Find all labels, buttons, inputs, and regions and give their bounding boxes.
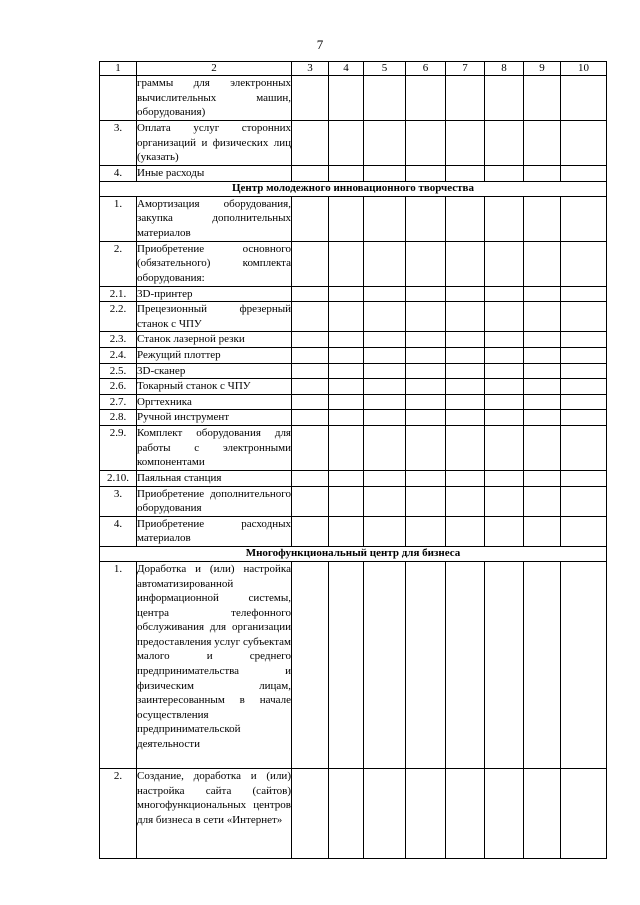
value-cell: [446, 768, 485, 858]
value-cell: [292, 286, 329, 302]
value-cell: [485, 516, 524, 546]
value-cell: [329, 768, 364, 858]
value-cell: [329, 363, 364, 379]
table-row: [100, 241, 607, 286]
table-row: [100, 470, 607, 486]
row-number: 2.3.: [100, 332, 137, 348]
value-cell: [292, 425, 329, 470]
value-cell: [406, 410, 446, 426]
section-title: Центр молодежного инновационного творчества: [100, 181, 607, 196]
value-cell: [329, 561, 364, 768]
section-row: [100, 546, 607, 561]
value-cell: [406, 363, 446, 379]
value-cell: [524, 486, 561, 516]
table-row: [100, 425, 607, 470]
value-cell: [561, 394, 607, 410]
table-row: [100, 121, 607, 166]
header-cell: 9: [524, 62, 561, 76]
row-number: 3.: [100, 486, 137, 516]
row-number: 2.8.: [100, 410, 137, 426]
value-cell: [446, 302, 485, 332]
row-number: 2.2.: [100, 302, 137, 332]
value-cell: [364, 166, 406, 182]
row-description: граммы для электронных вычислительных машин, оборудования): [137, 76, 292, 121]
value-cell: [446, 425, 485, 470]
row-number: [100, 76, 137, 121]
value-cell: [329, 286, 364, 302]
value-cell: [524, 347, 561, 363]
row-description: Иные расходы: [137, 166, 292, 182]
value-cell: [292, 363, 329, 379]
value-cell: [561, 470, 607, 486]
value-cell: [524, 394, 561, 410]
value-cell: [329, 516, 364, 546]
value-cell: [561, 196, 607, 241]
value-cell: [524, 425, 561, 470]
row-description: Приобретение дополнительного оборудования: [137, 486, 292, 516]
table-row: [100, 363, 607, 379]
row-number: 1.: [100, 561, 137, 768]
value-cell: [406, 470, 446, 486]
table-row: [100, 486, 607, 516]
value-cell: [364, 76, 406, 121]
row-description: Приобретение расходных материалов: [137, 516, 292, 546]
value-cell: [364, 470, 406, 486]
value-cell: [485, 363, 524, 379]
value-cell: [406, 241, 446, 286]
row-description: Токарный станок с ЧПУ: [137, 379, 292, 395]
value-cell: [364, 363, 406, 379]
value-cell: [524, 241, 561, 286]
value-cell: [364, 410, 406, 426]
value-cell: [406, 379, 446, 395]
header-cell: 4: [329, 62, 364, 76]
row-description: Режущий плоттер: [137, 347, 292, 363]
value-cell: [485, 486, 524, 516]
table-row: [100, 347, 607, 363]
value-cell: [329, 347, 364, 363]
table-row: [100, 302, 607, 332]
value-cell: [561, 166, 607, 182]
value-cell: [406, 332, 446, 348]
value-cell: [561, 410, 607, 426]
row-number: 2.: [100, 768, 137, 858]
value-cell: [485, 196, 524, 241]
value-cell: [292, 166, 329, 182]
value-cell: [364, 347, 406, 363]
value-cell: [485, 76, 524, 121]
value-cell: [329, 394, 364, 410]
header-cell: 6: [406, 62, 446, 76]
value-cell: [364, 121, 406, 166]
value-cell: [446, 379, 485, 395]
value-cell: [329, 166, 364, 182]
table-row: [100, 332, 607, 348]
value-cell: [524, 121, 561, 166]
value-cell: [292, 516, 329, 546]
value-cell: [364, 768, 406, 858]
value-cell: [364, 332, 406, 348]
value-cell: [485, 121, 524, 166]
table-row: [100, 196, 607, 241]
value-cell: [561, 516, 607, 546]
value-cell: [524, 561, 561, 768]
value-cell: [364, 561, 406, 768]
table-row: [100, 768, 607, 858]
value-cell: [485, 561, 524, 768]
value-cell: [524, 516, 561, 546]
value-cell: [364, 241, 406, 286]
table-row: [100, 286, 607, 302]
value-cell: [406, 302, 446, 332]
value-cell: [561, 363, 607, 379]
value-cell: [446, 516, 485, 546]
row-number: 3.: [100, 121, 137, 166]
value-cell: [292, 196, 329, 241]
table-row: [100, 394, 607, 410]
row-description: Приобретение основного (обязательного) комплекта оборудования:: [137, 241, 292, 286]
value-cell: [446, 394, 485, 410]
header-cell: 1: [100, 62, 137, 76]
value-cell: [329, 241, 364, 286]
value-cell: [364, 425, 406, 470]
row-number: 1.: [100, 196, 137, 241]
value-cell: [485, 410, 524, 426]
value-cell: [292, 379, 329, 395]
value-cell: [561, 121, 607, 166]
value-cell: [329, 302, 364, 332]
value-cell: [561, 768, 607, 858]
value-cell: [446, 241, 485, 286]
value-cell: [406, 768, 446, 858]
value-cell: [446, 286, 485, 302]
value-cell: [292, 486, 329, 516]
value-cell: [406, 425, 446, 470]
value-cell: [524, 410, 561, 426]
value-cell: [364, 394, 406, 410]
row-description: Доработка и (или) настройка автоматизированной информационной системы, центра телефонного обслуживания для организации предоставления услуг субъектам малого и среднего предпринимательства и физическим лицам, заинтересованным в начале осуществления предпринимательской деятельности: [137, 561, 292, 768]
value-cell: [329, 410, 364, 426]
value-cell: [292, 470, 329, 486]
row-number: 2.10.: [100, 470, 137, 486]
row-number: 2.5.: [100, 363, 137, 379]
header-cell: 10: [561, 62, 607, 76]
value-cell: [485, 347, 524, 363]
value-cell: [329, 425, 364, 470]
value-cell: [406, 516, 446, 546]
value-cell: [561, 286, 607, 302]
value-cell: [485, 379, 524, 395]
value-cell: [485, 470, 524, 486]
value-cell: [292, 347, 329, 363]
row-description: Амортизация оборудования, закупка дополнительных материалов: [137, 196, 292, 241]
value-cell: [485, 166, 524, 182]
header-cell: 2: [137, 62, 292, 76]
value-cell: [485, 768, 524, 858]
value-cell: [406, 394, 446, 410]
row-description: Ручной инструмент: [137, 410, 292, 426]
value-cell: [561, 76, 607, 121]
value-cell: [406, 196, 446, 241]
value-cell: [406, 486, 446, 516]
row-number: 2.9.: [100, 425, 137, 470]
value-cell: [485, 302, 524, 332]
value-cell: [524, 332, 561, 348]
value-cell: [364, 379, 406, 395]
page-number: 7: [316, 37, 324, 52]
table-row: [100, 379, 607, 395]
row-description: Комплект оборудования для работы с электронными компонентами: [137, 425, 292, 470]
value-cell: [292, 302, 329, 332]
value-cell: [329, 332, 364, 348]
value-cell: [446, 486, 485, 516]
value-cell: [292, 121, 329, 166]
value-cell: [329, 76, 364, 121]
value-cell: [364, 196, 406, 241]
value-cell: [561, 332, 607, 348]
row-description: Оплата услуг сторонних организаций и физических лиц (указать): [137, 121, 292, 166]
value-cell: [561, 379, 607, 395]
value-cell: [292, 768, 329, 858]
value-cell: [446, 121, 485, 166]
value-cell: [446, 470, 485, 486]
value-cell: [524, 470, 561, 486]
value-cell: [446, 166, 485, 182]
value-cell: [329, 379, 364, 395]
value-cell: [524, 363, 561, 379]
value-cell: [292, 561, 329, 768]
value-cell: [364, 286, 406, 302]
table-body: [100, 62, 607, 859]
value-cell: [329, 196, 364, 241]
value-cell: [406, 286, 446, 302]
value-cell: [406, 166, 446, 182]
value-cell: [292, 410, 329, 426]
value-cell: [524, 286, 561, 302]
value-cell: [485, 332, 524, 348]
value-cell: [446, 561, 485, 768]
row-description: Прецезионный фрезерный станок с ЧПУ: [137, 302, 292, 332]
value-cell: [561, 561, 607, 768]
row-number: 4.: [100, 516, 137, 546]
header-row: [100, 62, 607, 76]
row-description: Оргтехника: [137, 394, 292, 410]
table-row: [100, 561, 607, 768]
row-number: 2.4.: [100, 347, 137, 363]
row-number: 4.: [100, 166, 137, 182]
table-row: [100, 166, 607, 182]
budget-table: [99, 61, 607, 859]
value-cell: [292, 76, 329, 121]
value-cell: [561, 486, 607, 516]
value-cell: [292, 394, 329, 410]
value-cell: [524, 76, 561, 121]
row-description: Станок лазерной резки: [137, 332, 292, 348]
header-cell: 8: [485, 62, 524, 76]
value-cell: [485, 394, 524, 410]
value-cell: [446, 196, 485, 241]
row-description: 3D-принтер: [137, 286, 292, 302]
value-cell: [446, 76, 485, 121]
header-cell: 5: [364, 62, 406, 76]
value-cell: [446, 363, 485, 379]
row-description: Создание, доработка и (или) настройка сайта (сайтов) многофункциональных центров для бизнеса в сети «Интернет»: [137, 768, 292, 858]
value-cell: [561, 302, 607, 332]
header-cell: 7: [446, 62, 485, 76]
value-cell: [446, 410, 485, 426]
value-cell: [524, 166, 561, 182]
value-cell: [329, 486, 364, 516]
value-cell: [329, 470, 364, 486]
row-number: 2.: [100, 241, 137, 286]
value-cell: [524, 302, 561, 332]
value-cell: [364, 302, 406, 332]
table-row: [100, 516, 607, 546]
value-cell: [406, 121, 446, 166]
header-cell: 3: [292, 62, 329, 76]
table-row: [100, 76, 607, 121]
row-number: 2.1.: [100, 286, 137, 302]
value-cell: [364, 486, 406, 516]
row-number: 2.6.: [100, 379, 137, 395]
row-description: 3D-сканер: [137, 363, 292, 379]
value-cell: [292, 332, 329, 348]
value-cell: [292, 241, 329, 286]
value-cell: [446, 332, 485, 348]
value-cell: [364, 516, 406, 546]
value-cell: [524, 768, 561, 858]
value-cell: [561, 425, 607, 470]
value-cell: [561, 347, 607, 363]
row-description: Паяльная станция: [137, 470, 292, 486]
value-cell: [561, 241, 607, 286]
value-cell: [406, 561, 446, 768]
section-title: Многофункциональный центр для бизнеса: [100, 546, 607, 561]
row-number: 2.7.: [100, 394, 137, 410]
value-cell: [485, 425, 524, 470]
value-cell: [524, 379, 561, 395]
value-cell: [524, 196, 561, 241]
value-cell: [406, 347, 446, 363]
value-cell: [329, 121, 364, 166]
value-cell: [485, 286, 524, 302]
value-cell: [406, 76, 446, 121]
value-cell: [485, 241, 524, 286]
table-row: [100, 410, 607, 426]
section-row: [100, 181, 607, 196]
value-cell: [446, 347, 485, 363]
